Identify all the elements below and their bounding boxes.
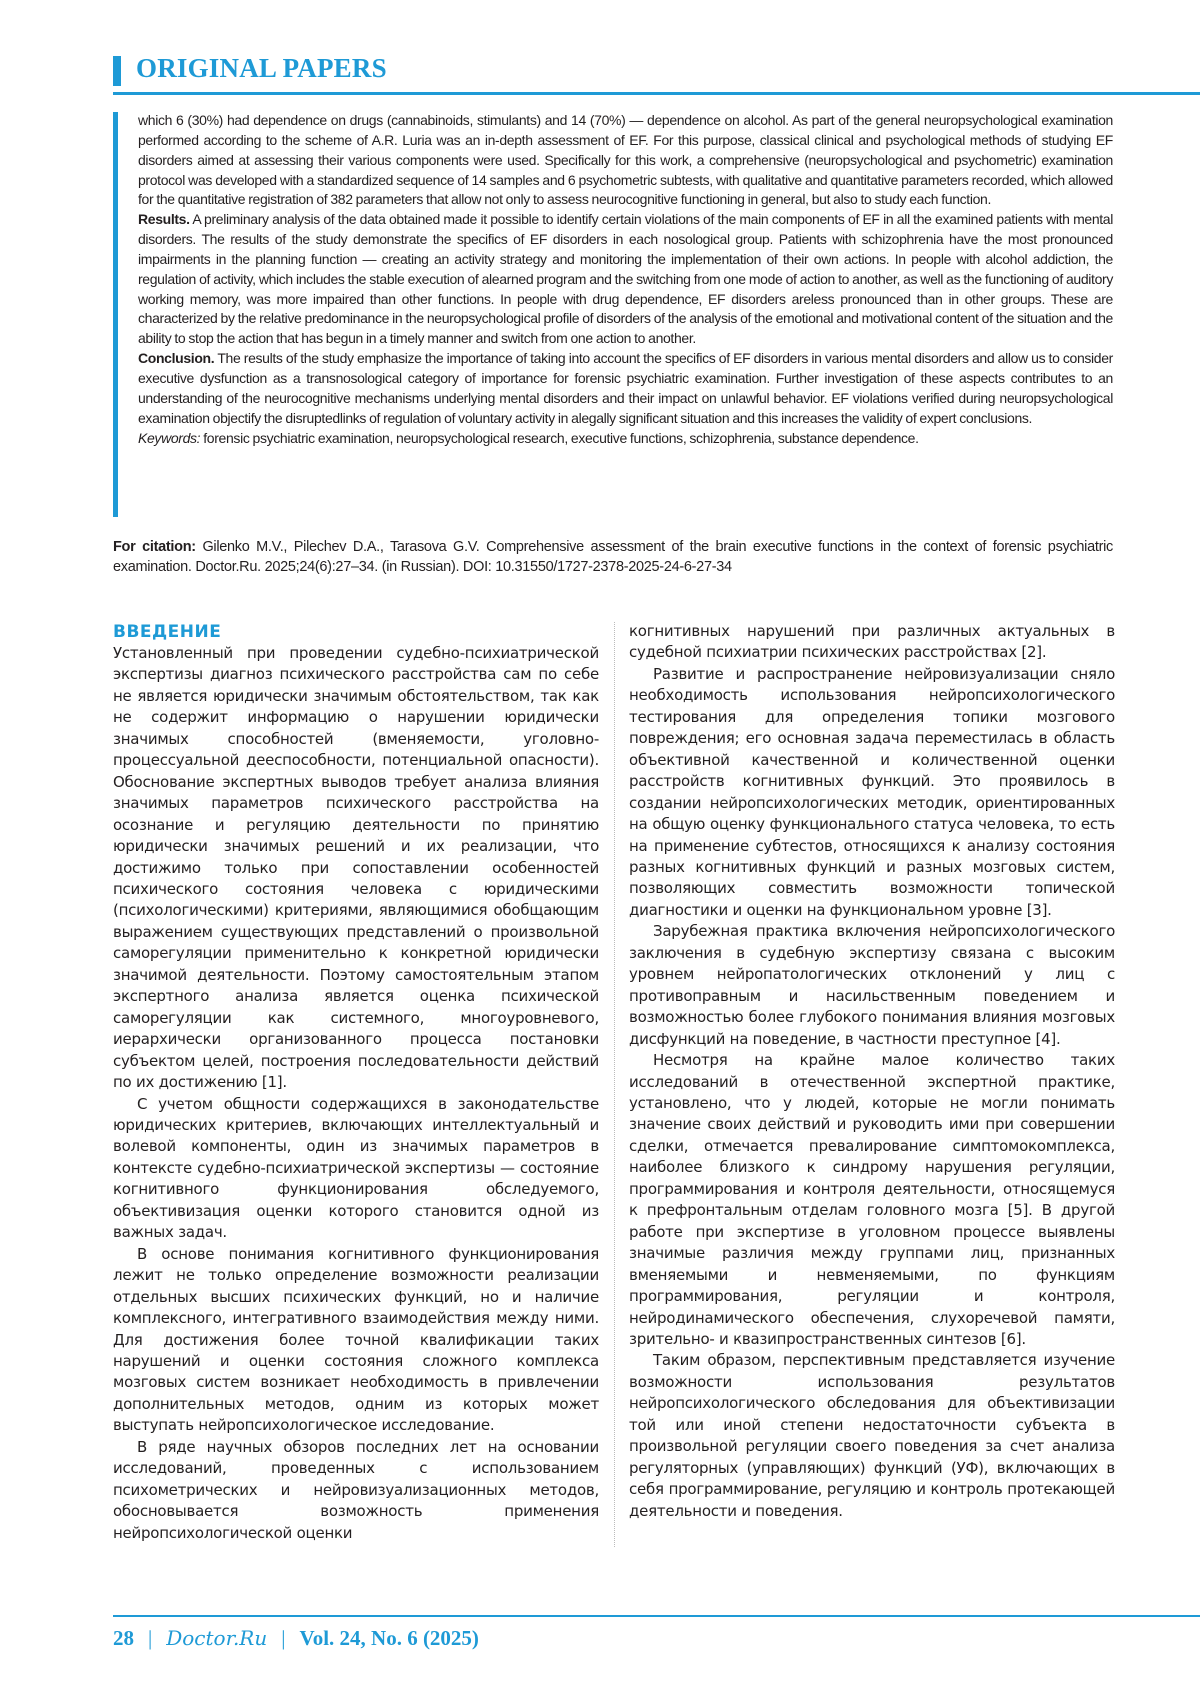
- footer-rule: [113, 1615, 1200, 1617]
- results-label: Results.: [138, 211, 190, 227]
- citation-label: For citation:: [113, 539, 196, 555]
- results-text: A preliminary analysis of the data obtained made it possible to identify certain violations of the main components of EF in all the examined patients with mental disorders. The results of the study demonstrate the specifics of EF disorders in each nosological group. Patients with schizophrenia have the most pronounced impairments in the planning function — creating an activity strategy and monitoring the implementation of their own actions. In people with alcohol addiction, the regulation of activity, which includes the stable execution of alearned program and the switching from one mode of action to another, as well as the functioning of auditory working memory, was more impaired than other functions. In people with drug dependence, EF disorders areless pronounced than in other groups. These are characterized by the relative predominance in the neuropsychological profile of disorders of the analysis of the emotional and motivational content of the situation and the ability to stop the action that has begun in a timely manner and switch from one action to another.: [138, 211, 1113, 346]
- keywords-label: Keywords:: [138, 430, 200, 446]
- paragraph: Несмотря на крайне малое количество таких исследований в отечественной экспертной практике, установлено, что у людей, которые не могли понимать значение своих действий и руководить ими при совершении сделки, отмечается превалирование симптомокомплекса, наиболее близкого к синдрому нарушения регуляции, программирования и контроля деятельности, относящемуся к префронтальным отделам головного мозга [5]. В другой работе при экспертизе в уголовном процессе выявлены значимые различия между группами лиц, признанных вменяемыми и невменяемыми, по функциям программирования, регуляции и контроля, нейродинамического обеспечения, слухоречевой памяти, зрительно- и квазипространственных синтезов [6].: [629, 1050, 1115, 1350]
- paragraph: когнитивных нарушений при различных актуальных в судебной психиатрии психических расстройствах [2].: [629, 621, 1115, 664]
- conclusion-text: The results of the study emphasize the importance of taking into account the specifics of EF disorders in various mental disorders and allow us to consider executive dysfunction as a transnosological category of importance for forensic psychiatric examination. Further investigation of these aspects contributes to an understanding of the neurocognitive mechanisms underlying mental disorders and their impact on unlawful behavior. EF violations verified during neuropsychological examination objectify the disruptedlinks of regulation of voluntary activity in alegally significant situation and this increases the validity of expert conclusions.: [138, 350, 1113, 426]
- paragraph: Таким образом, перспективным представляется изучение возможности использования результатов нейропсихологического обследования для объективизации той или иной степени недостаточности субъекта в произвольной регуляции своего поведения за счет анализа регуляторных (управляющих) функций (УФ), включающих в себя программирование, регуляцию и контроль протекающей деятельности и поведения.: [629, 1350, 1115, 1522]
- section-heading: ORIGINAL PAPERS: [136, 53, 387, 84]
- paragraph: Развитие и распространение нейровизуализации сняло необходимость использования нейропсихологического тестирования для определения топики мозгового повреждения; его основная задача переместилась в область объективной качественной и количественной оценки расстройств когнитивных функций. Это проявилось в создании нейропсихологических методик, ориентированных на общую оценку функционального статуса человека, то есть на применение субтестов, относящихся к анализу состояния разных когнитивных функций и разных мозговых систем, позволяющих совместить возможности топической диагностики и оценки на функциональном уровне [3].: [629, 664, 1115, 921]
- body-column-left: [113, 621, 599, 1544]
- footer: [113, 1626, 479, 1651]
- column-divider: [614, 622, 615, 1547]
- page-number: 28: [113, 1626, 134, 1650]
- footer-separator: |: [281, 1626, 285, 1650]
- paragraph: Установленный при проведении судебно-психиатрической экспертизы диагноз психического расстройства сам по себе не является юридически значимым обстоятельством, так как не содержит информацию о нарушении юридически значимых способностей (вменяемости, уголовно-процессуальной дееспособности, потенциальной опасности). Обоснование экспертных выводов требует анализа влияния значимых параметров психического расстройства на осознание и регуляцию деятельности по принятию юридически значимых решений и их реализации, что достижимо только при сопоставлении особенностей психического состояния человека с юридическими (психологическими) критериями, являющимися обобщающим выражением существующих представлений о произвольной саморегуляции применительно к конкретной юридически значимой деятельности. Поэтому самостоятельным этапом экспертного анализа является оценка психической саморегуляции как системного, многоуровневого, иерархически организованного процесса постановки субъектом целей, построения последовательности действий по их достижению [1].: [113, 643, 599, 1094]
- paragraph: В основе понимания когнитивного функционирования лежит не только определение возможности реализации отдельных высших психических функций, но и наличие комплексного, интегративного взаимодействия между ними. Для достижения более точной квалификации таких нарушений и оценки состояния сложного комплекса мозговых систем возникает необходимость в привлечении дополнительных методов, одним из которых может выступать нейропсихологическое исследование.: [113, 1244, 599, 1437]
- abstract: [138, 111, 1113, 448]
- conclusion-label: Conclusion.: [138, 350, 214, 366]
- abstract-keywords: [138, 429, 1113, 449]
- section-title: ВВЕДЕНИЕ: [113, 621, 599, 643]
- abstract-results: [138, 210, 1113, 349]
- abstract-marker: [113, 112, 118, 517]
- citation: [113, 537, 1113, 577]
- paragraph: Зарубежная практика включения нейропсихологического заключения в судебную экспертизу связана с высоким уровнем нейропатологических отклонений у лиц с противоправным и насильственным поведением и возможностью более глубокого понимания влияния мозговых дисфункций на поведение, в частности преступное [4].: [629, 921, 1115, 1050]
- keywords-text: forensic psychiatric examination, neuropsychological research, executive functions, schizophrenia, substance dependence.: [200, 430, 918, 446]
- issue-info: Vol. 24, No. 6 (2025): [299, 1626, 478, 1650]
- abstract-methods: which 6 (30%) had dependence on drugs (cannabinoids, stimulants) and 14 (70%) — dependence on alcohol. As part of the general neuropsychological examination performed according to the scheme of A.R. Luria was an in-depth assessment of EF. For this purpose, classical clinical and psychological methods of studying EF disorders aimed at assessing their various components were used. Specifically for this work, a comprehensive (neuropsychological and psychometric) examination protocol was developed with a standardized sequence of 14 samples and 6 psychometric subtests, with qualitative and quantitative parameters recorded, which allowed for the quantitative registration of 382 parameters that allow not only to assess neurocognitive functioning in general, but also to study each function.: [138, 111, 1113, 210]
- journal-logo: Doctor.Ru: [166, 1626, 267, 1650]
- paragraph: С учетом общности содержащихся в законодательстве юридических критериев, включающих интеллектуальный и волевой компоненты, один из значимых параметров в контексте судебно-психиатрической экспертизы — состояние когнитивного функционирования обследуемого, объективизация оценки которого становится одной из важных задач.: [113, 1094, 599, 1244]
- paragraph: В ряде научных обзоров последних лет на основании исследований, проведенных с использованием психометрических и нейровизуализационных методов, обосновывается возможность применения нейропсихологической оценки: [113, 1437, 599, 1544]
- section-marker: [113, 56, 121, 86]
- footer-separator: |: [148, 1626, 152, 1650]
- citation-text: Gilenko M.V., Pilechev D.A., Tarasova G.V. Comprehensive assessment of the brain executive functions in the context of forensic psychiatric examination. Doctor.Ru. 2025;24(6):27–34. (in Russian). DOI: 10.31550/1727-2378-2025-24-6-27-34: [113, 539, 1113, 575]
- abstract-conclusion: [138, 349, 1113, 428]
- header-rule: [113, 92, 1200, 95]
- body-column-right: [629, 621, 1115, 1522]
